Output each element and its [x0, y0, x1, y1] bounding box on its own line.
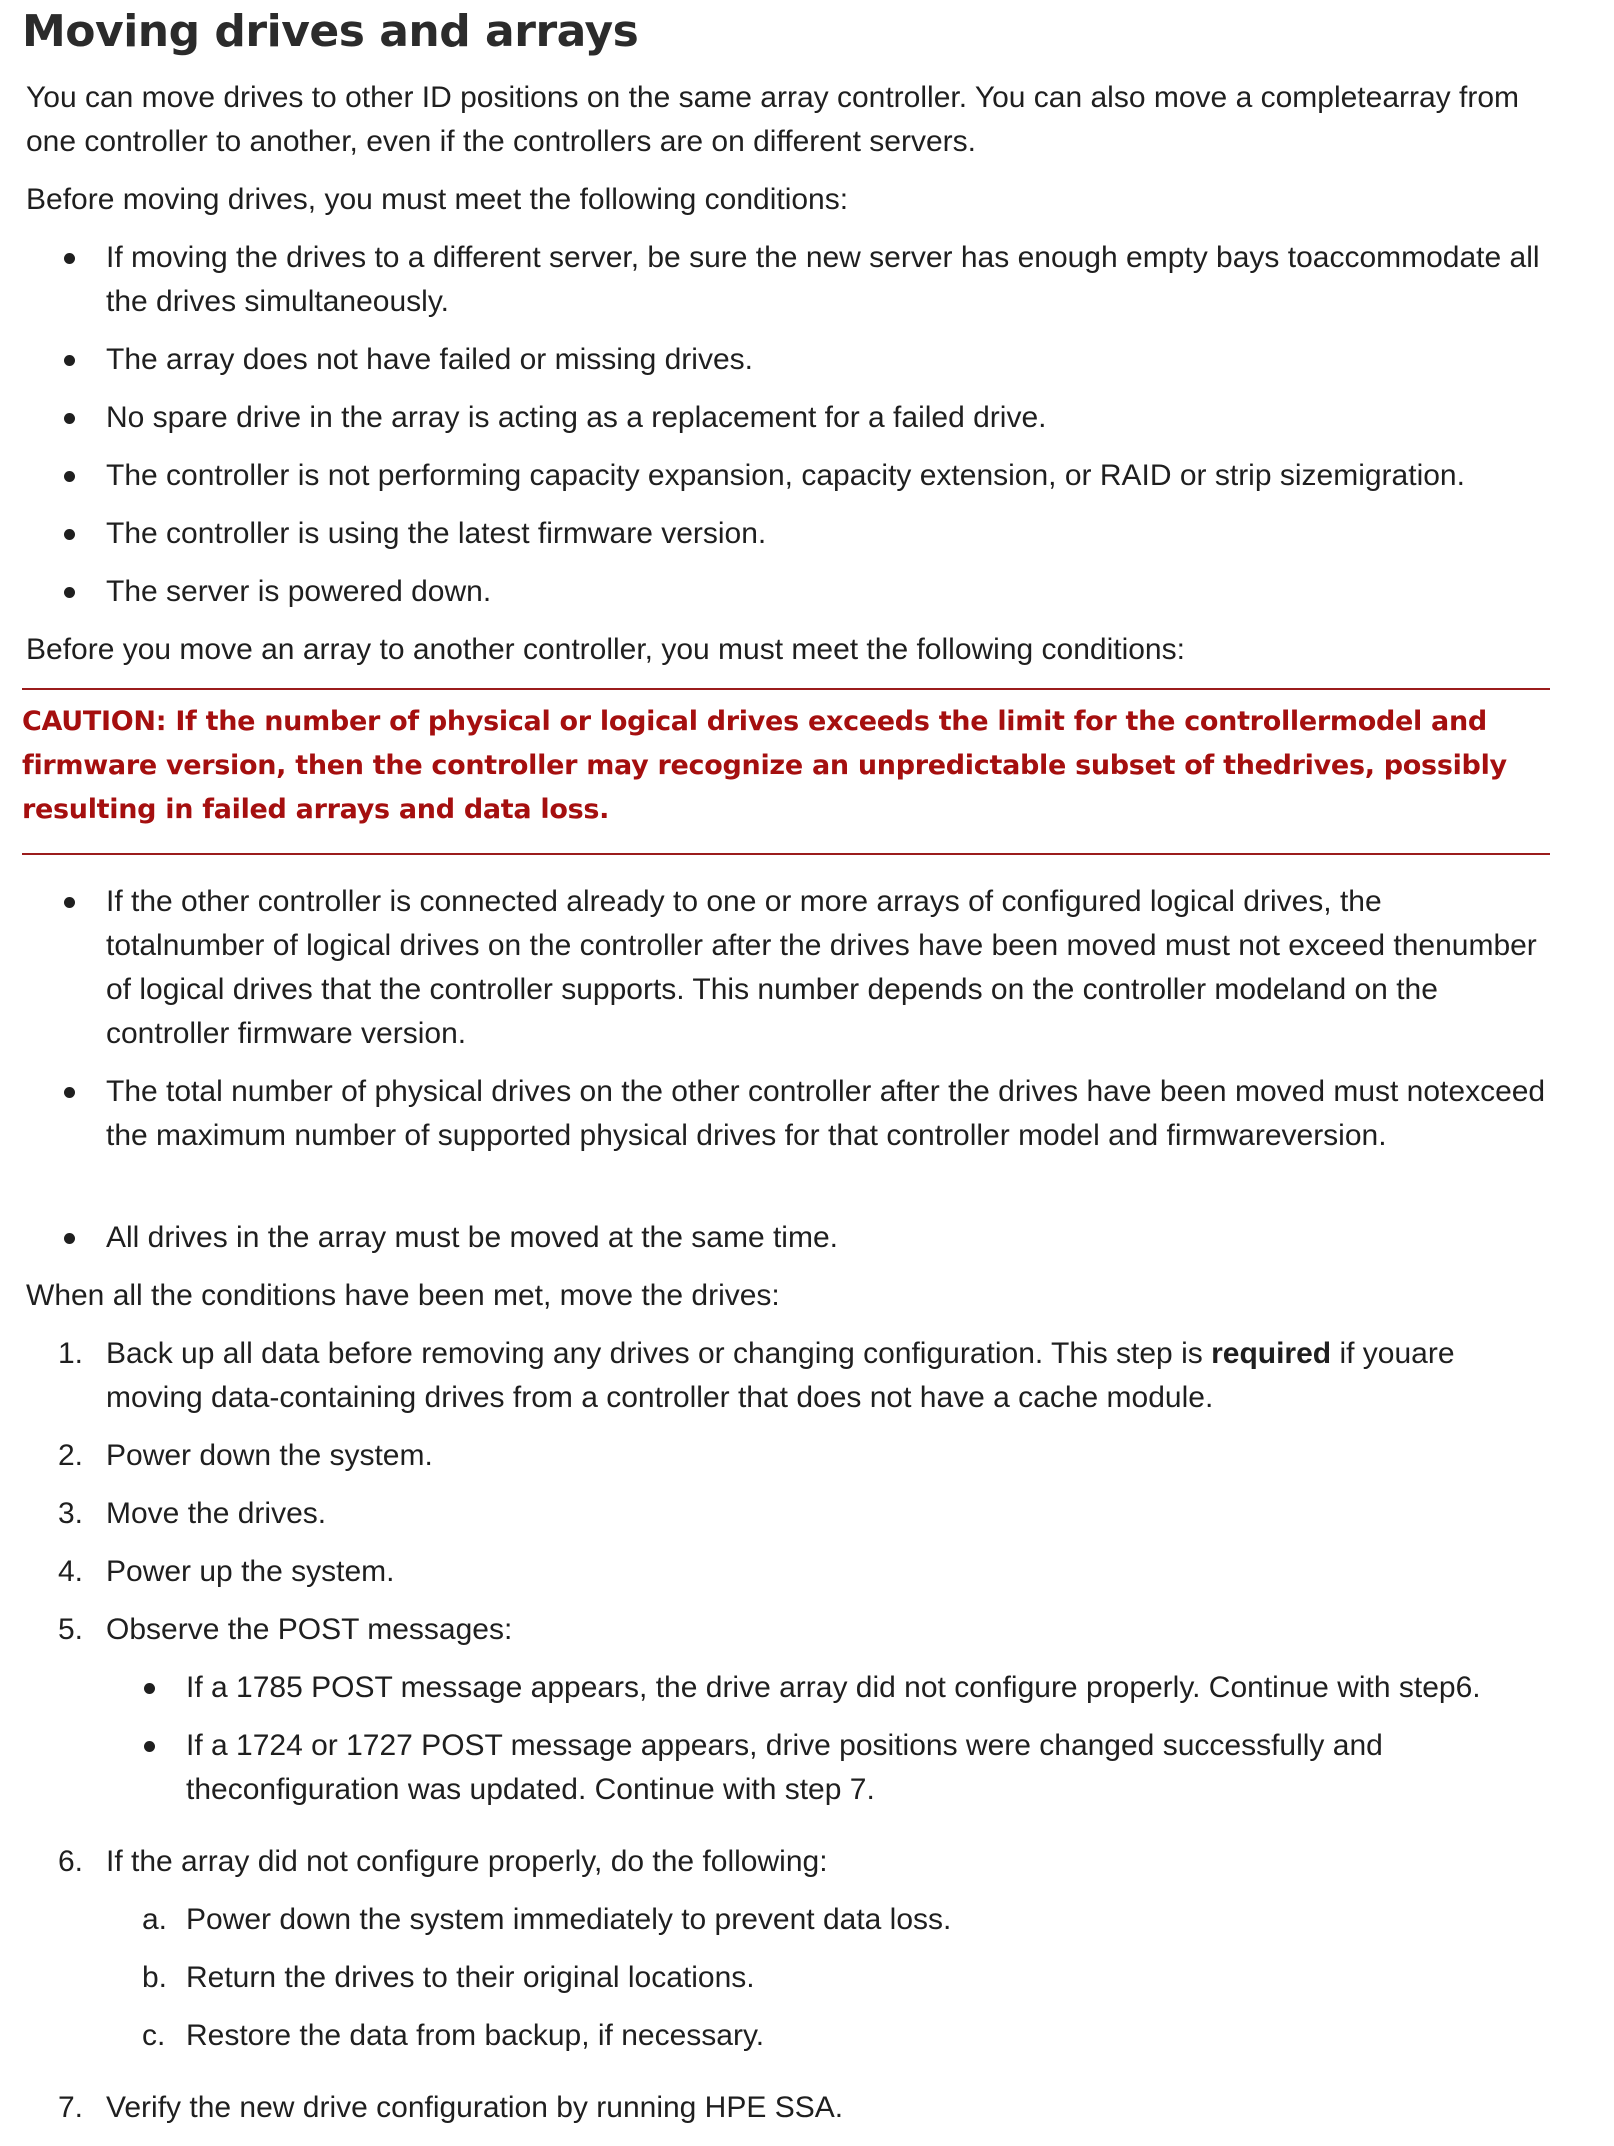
post-message-item: If a 1724 or 1727 POST message appears, drive positions were changed successfully and theconfiguration was updated. Continue with step 7.: [186, 1724, 1566, 1812]
step-number: 5.: [58, 1613, 84, 1646]
caution-note: CAUTION: If the number of physical or logical drives exceeds the limit for the controllermodel and firmware version, then the controller may recognize an unpredictable subset of thedrives, possibly resulting in failed arrays and data loss.: [22, 706, 1507, 825]
array-condition-item: The total number of physical drives on the other controller after the drives have been moved must notexceed the maximum number of supported physical drives for that controller model and firmwareversion.: [106, 1070, 1546, 1158]
drives-conditions-lead: Before moving drives, you must meet the following conditions:: [26, 183, 849, 216]
step-number: 1.: [58, 1337, 84, 1370]
drives-condition-item: No spare drive in the array is acting as a replacement for a failed drive.: [106, 396, 1546, 440]
step-text-continued: if youare moving data-containing drives from a controller that does not have a cache module.: [106, 1337, 1455, 1414]
step-number: 7.: [58, 2091, 84, 2124]
substep-text: Power down the system immediately to prevent data loss.: [186, 1903, 952, 1936]
required-emphasis: required: [1211, 1337, 1332, 1370]
step-text: Back up all data before removing any drives or changing configuration. This step is: [106, 1337, 1212, 1370]
procedure-step-2: [58, 1434, 1546, 1478]
step-text: Verify the new drive configuration by running HPE SSA.: [106, 2091, 844, 2124]
step-number: 3.: [58, 1497, 84, 1530]
post-message-item: If a 1785 POST message appears, the drive array did not configure properly. Continue with step6.: [186, 1666, 1566, 1710]
procedure-step-7: [58, 2086, 1546, 2130]
procedure-step-3: [58, 1492, 1546, 1536]
caution-top-rule: [22, 688, 1550, 690]
drives-condition-item: The array does not have failed or missing drives.: [106, 338, 1546, 382]
substep-letter: a.: [142, 1903, 168, 1936]
step-number: 2.: [58, 1439, 84, 1472]
array-conditions-lead: Before you move an array to another controller, you must meet the following conditions:: [26, 633, 1185, 666]
procedure-lead: When all the conditions have been met, move the drives:: [26, 1279, 780, 1312]
procedure-step-4: [58, 1550, 1546, 1594]
caution-bottom-rule: [22, 853, 1550, 855]
step-text: Move the drives.: [106, 1497, 327, 1530]
procedure-substep-a: [142, 1898, 1546, 1942]
substep-text: Restore the data from backup, if necessary.: [186, 2019, 765, 2052]
page-title: Moving drives and arrays: [22, 6, 639, 57]
procedure-step-1: [58, 1332, 1546, 1420]
step-text: Power down the system.: [106, 1439, 433, 1472]
step-text: If the array did not configure properly, do the following:: [106, 1845, 828, 1878]
procedure-substep-c: [142, 2014, 1546, 2058]
procedure-substep-b: [142, 1956, 1546, 2000]
drives-condition-item: The controller is not performing capacity expansion, capacity extension, or RAID or strip sizemigration.: [106, 454, 1546, 498]
procedure-step-6: [58, 1840, 1546, 1884]
substep-letter: c.: [142, 2019, 166, 2052]
step-number: 6.: [58, 1845, 84, 1878]
drives-condition-item: If moving the drives to a different server, be sure the new server has enough empty bays toaccommodate all the drives simultaneously.: [106, 236, 1546, 324]
drives-condition-item: The server is powered down.: [106, 570, 1546, 614]
step-text: Power up the system.: [106, 1555, 395, 1588]
array-condition-item: If the other controller is connected already to one or more arrays of configured logical drives, the totalnumber of logical drives on the controller after the drives have been moved must not exceed thenumber of logical drives that the controller supports. This number depends on the controller modeland on the controller firmware version.: [106, 880, 1546, 1056]
substep-letter: b.: [142, 1961, 168, 1994]
substep-text: Return the drives to their original locations.: [186, 1961, 755, 1994]
procedure-step-5: [58, 1608, 1546, 1652]
drives-condition-item: The controller is using the latest firmware version.: [106, 512, 1546, 556]
intro-paragraph: You can move drives to other ID positions on the same array controller. You can also move a completearray from one controller to another, even if the controllers are on different servers.: [26, 81, 1519, 158]
array-condition-item: All drives in the array must be moved at the same time.: [106, 1216, 1546, 1260]
step-number: 4.: [58, 1555, 84, 1588]
step-text: Observe the POST messages:: [106, 1613, 513, 1646]
